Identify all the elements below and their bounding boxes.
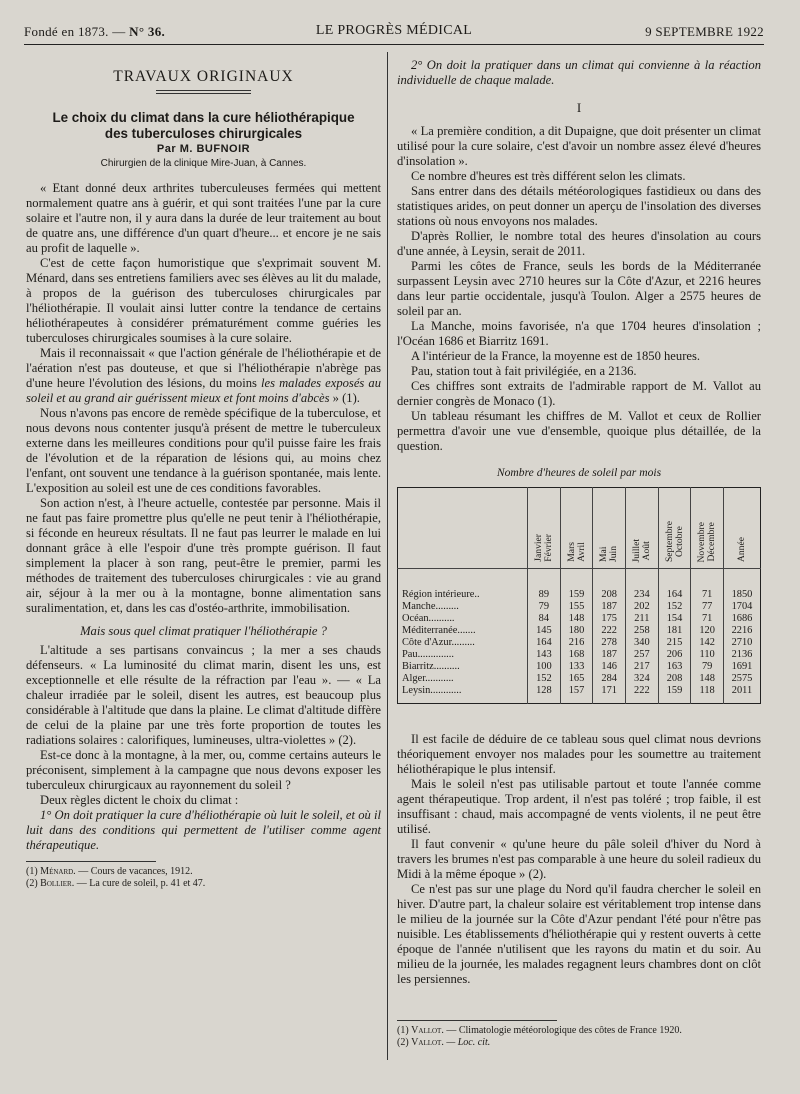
table-cell: 2011: [723, 685, 760, 704]
table-cell: 146: [593, 661, 626, 673]
table-header-cell: [398, 488, 528, 569]
table-cell: 84: [528, 613, 561, 625]
column-label: Juillet Août: [630, 538, 652, 562]
table-cell: 159: [560, 569, 593, 602]
table-cell: 181: [658, 625, 691, 637]
footnote-text: — La cure de soleil, p. 41 et 47.: [76, 878, 206, 889]
footnote-mark: (2): [26, 878, 38, 889]
table-cell: 155: [560, 601, 593, 613]
table-row: [398, 673, 761, 685]
right-column: [397, 58, 761, 987]
footnote-text: — Cours de vacances, 1912.: [78, 866, 193, 877]
table-row: [398, 613, 761, 625]
page-header: [24, 22, 764, 45]
column-label: Mai Juin: [598, 546, 620, 562]
table-cell: 110: [691, 649, 724, 661]
table-header-cell: [658, 488, 691, 569]
paragraph: C'est de cette façon humoristique que s'exprimait souvent M. Ménard, dans ses entretiens familiers avec ses élèves au lit du malade, à propos de la guérison des tuberculoses chirurgicales par l'héliothérapie. Il voulait ainsi lutter contre la tendance de certains héliothérapeutes à considérer prématurément comme guéries les tuberculoses chirurgicales soumises à la cure solaire.: [26, 256, 381, 345]
article-author: Par M. BUFNOIR: [156, 143, 251, 155]
paragraph: « Etant donné deux arthrites tuberculeuses fermées qui mettent normalement quatre ans à guérir, et qui sont traitées l'une par la cure solaire et l'autre non, il y aura dans la durée de leur traitement au bout de quatre ans, une différence d'un quart d'heure... et encore je ne sais au profit de laquelle ».: [26, 181, 381, 255]
table-cell: 154: [658, 613, 691, 625]
column-label: Année: [735, 536, 747, 562]
table-cell: 234: [626, 569, 659, 602]
table-cell: 165: [560, 673, 593, 685]
paragraph: La Manche, moins favorisée, n'a que 1704 heures d'insolation ; l'Océan 1686 et Biarritz 1691.: [397, 319, 761, 348]
table-body: [398, 569, 761, 704]
footnote-author: Ménard.: [40, 866, 76, 877]
issue-number: N° 36.: [129, 24, 166, 39]
footnote-mark: (1): [397, 1025, 409, 1036]
table-cell: 284: [593, 673, 626, 685]
paragraph: Son action n'est, à l'heure actuelle, contestée par personne. Mais il ne faut pas faire promettre plus qu'elle ne peut tenir à l'héliothérapie, si féconde en heureux résultats. Il ne faut pas leurrer le malade en lui donnant grâce à elle l'espoir d'une très prompte guérison. Il faut simplement la placer à son rang, peut-être le premier, parmi les méthodes de traitement des tuberculoses chirurgicales : vie au grand air, séjour à la mer ou à la montagne, bonne alimentation sans suralimentation, et, dans les cas d'ostéo-arthrite, immobilisation.: [26, 496, 381, 615]
footnote-mark: (1): [26, 866, 38, 877]
table-cell: 164: [658, 569, 691, 602]
table-cell: 187: [593, 601, 626, 613]
right-footnotes: [397, 1012, 761, 1049]
table-cell: 1686: [723, 613, 760, 625]
row-label: Leysin............: [402, 685, 462, 696]
subheading: Mais sous quel climat pratiquer l'héliothérapie ?: [80, 624, 327, 638]
table-cell: 216: [560, 637, 593, 649]
left-column: [26, 58, 381, 890]
row-label: Région intérieure..: [402, 589, 480, 600]
table-row: [398, 625, 761, 637]
table-cell: 258: [626, 625, 659, 637]
table-cell: 128: [528, 685, 561, 704]
row-label: Océan..........: [402, 613, 455, 624]
paragraph: Sans entrer dans des détails météorologiques fastidieux ou dans des statistiques arides, on peut donner un aperçu de l'insolation des diverses stations où nous envoyons nos malades.: [397, 184, 761, 228]
italic-run: les malades exposés au soleil et au grand air guérissent mieux et font moins d'abcès: [26, 376, 381, 405]
table-cell: 120: [691, 625, 724, 637]
footnote: [397, 1037, 761, 1049]
column-label: Septembre Octobre: [663, 520, 685, 562]
table-header-row: [398, 488, 761, 569]
table-cell: 206: [658, 649, 691, 661]
table-cell: 187: [593, 649, 626, 661]
table-cell: 159: [658, 685, 691, 704]
founded-year: 1873. —: [77, 24, 126, 39]
column-label: Novembre Décembre: [696, 521, 718, 562]
table-cell: 175: [593, 613, 626, 625]
row-label: Manche.........: [402, 601, 459, 612]
table-cell: 168: [560, 649, 593, 661]
table-cell: 340: [626, 637, 659, 649]
text-run: » (1).: [329, 391, 360, 405]
row-label: Méditerranée.......: [402, 625, 476, 636]
footnote-text: — Climatologie météorologique des côtes de France 1920.: [446, 1025, 682, 1036]
section-number: I: [576, 100, 582, 115]
table-cell: 148: [560, 613, 593, 625]
paragraph: Ce n'est pas sur une plage du Nord qu'il faudra chercher le soleil en hiver. D'autre part, la chaleur solaire est véritablement trop intense dans le milieu de la journée sur la Côte d'Azur pendant l'été pour n'être pas nuisible. Les établissements d'héliothérapie qui y restent ouverts à cette époque de l'année n'utilisent que les rayons du matin et du soir. Au milieu de la journée, les malades regagnent leurs chambres dont on clôt les persiennes.: [397, 882, 761, 986]
paragraph: Il est facile de déduire de ce tableau sous quel climat nous devrions théoriquement envoyer nos malades pour les soumettre au traitement héliothérapique le plus intensif.: [397, 732, 761, 776]
paragraph: Pau, station tout à fait privilégiée, en a 2136.: [411, 364, 637, 378]
paragraph: [26, 346, 381, 406]
article-title-line-2: des tuberculoses chirurgicales: [104, 126, 303, 141]
table-cell: 164: [528, 637, 561, 649]
paragraph: L'altitude a ses partisans convaincus ; la mer a ses chauds défenseurs. « La luminosité du climat marin, disent les uns, est exceptionnelle et elle résulte de la réfraction par l'eau ». — « La chaleur irradiée par le soleil, disent les autres, est beaucoup plus considérable à l'altitude que dans la plaine. Le climat d'altitude diffère de celui de la plaine par une très forte proportion de toutes les radiations solaires : calorifiques, lumineuses, ultra-violettes » (2).: [26, 643, 381, 747]
footnote-mark: (2): [397, 1037, 409, 1048]
table-cell: 148: [691, 673, 724, 685]
paragraph: Nous n'avons pas encore de remède spécifique de la tuberculose, et nous devons nous contenter jusqu'à présent de mettre le tuberculeux externe dans les meilleures conditions pour qu'il puisse faire les frais de l'évolution et de la réparation de lésions qui, au moins chez l'enfant, ont souvent une tendance à la guérison spontanée, mais lente. L'exposition au soleil est une de ces conditions favorables.: [26, 406, 381, 495]
table-cell: 142: [691, 637, 724, 649]
footnote: [397, 1025, 761, 1037]
text-run: Mais il reconnaissait « que l'action générale de l'héliothérapie et de l'aération n'est pas douteuse, et que si l'héliothérapie n'abrège pas d'une heure l'évolution des lésions, du moins: [26, 346, 381, 390]
table-row: [398, 569, 761, 602]
footnote-rule: [397, 1020, 557, 1021]
column-divider: [387, 52, 388, 1060]
footnote-author: Vallot.: [411, 1037, 444, 1048]
table-cell: 163: [658, 661, 691, 673]
table-header-cell: [691, 488, 724, 569]
paragraph: Mais le soleil n'est pas utilisable partout et toute l'année comme agent thérapeutique. Trop ardent, il n'est pas toléré ; trop faible, il est insuffisant : chaud, mais accompagné de vents violents, il ne peut être utilisé.: [397, 777, 761, 836]
table-cell: 152: [528, 673, 561, 685]
table-row: [398, 637, 761, 649]
table-cell: 133: [560, 661, 593, 673]
section-title: TRAVAUX ORIGINAUX: [113, 68, 294, 85]
paragraph: Il faut convenir « qu'une heure du pâle soleil d'hiver du Nord à travers les brumes n'est pas comparable à une heure du soleil radieux du Midi à la même époque » (2).: [397, 837, 761, 881]
table-cell: 257: [626, 649, 659, 661]
author-affiliation: Chirurgien de la clinique Mire-Juan, à Cannes.: [100, 158, 307, 169]
issue-date: 9 SEPTEMBRE 1922: [645, 24, 764, 39]
journal-title: LE PROGRÈS MÉDICAL: [315, 23, 473, 38]
sunshine-table: [397, 487, 761, 704]
table-cell: 208: [658, 673, 691, 685]
article-title-line-1: Le choix du climat dans la cure héliothérapique: [52, 110, 355, 125]
column-label: Janvier Février: [532, 534, 554, 562]
table-cell: 2575: [723, 673, 760, 685]
table-cell: 278: [593, 637, 626, 649]
table-header-cell: [593, 488, 626, 569]
paragraph: Ces chiffres sont extraits de l'admirable rapport de M. Vallot au dernier congrès de Monaco (1).: [397, 379, 761, 408]
footnote-author: Bollier.: [40, 878, 75, 889]
paragraph: Deux règles dictent le choix du climat :: [40, 793, 239, 807]
paragraph: A l'intérieur de la France, la moyenne est de 1850 heures.: [411, 349, 701, 363]
table-cell: 71: [691, 569, 724, 602]
table-cell: 143: [528, 649, 561, 661]
table-cell: 71: [691, 613, 724, 625]
table-cell: 157: [560, 685, 593, 704]
title-ornament: [156, 90, 251, 94]
footnote-text: — Loc. cit.: [446, 1037, 491, 1048]
table-cell: 1850: [723, 569, 760, 602]
footnote-rule: [26, 861, 156, 862]
paragraph: Est-ce donc à la montagne, à la mer, ou, comme certains auteurs le préconisent, simplement à la campagne que nous devons exposer les tuberculeux chirurgicaux au rayonnement du soleil ?: [26, 748, 381, 792]
table-cell: 2136: [723, 649, 760, 661]
table-cell: 77: [691, 601, 724, 613]
table-header-cell: [560, 488, 593, 569]
row-label: Alger...........: [402, 673, 454, 684]
paragraph: Ce nombre d'heures est très différent selon les climats.: [411, 169, 686, 183]
table-cell: 222: [593, 625, 626, 637]
founded-label: Fondé en: [24, 24, 75, 39]
table-cell: 324: [626, 673, 659, 685]
table-cell: 211: [626, 613, 659, 625]
footnote-author: Vallot.: [411, 1025, 444, 1036]
table-cell: 89: [528, 569, 561, 602]
row-label: Pau..............: [402, 649, 454, 660]
table-cell: 215: [658, 637, 691, 649]
paragraph: Parmi les côtes de France, seuls les bords de la Méditerranée surpassent Leysin avec 2710 heures sur la Côte d'Azur, et 2216 heures dans leur partie occidentale, jusqu'à Toulon. Alger a 2575 heures de soleil par an.: [397, 259, 761, 318]
row-label: Côte d'Azur.........: [402, 637, 475, 648]
table-row: [398, 649, 761, 661]
table-cell: 1704: [723, 601, 760, 613]
paragraph: D'après Rollier, le nombre total des heures d'insolation au cours d'une année, à Leysin, serait de 2011.: [397, 229, 761, 258]
table-cell: 202: [626, 601, 659, 613]
table-cell: 100: [528, 661, 561, 673]
footnote: [26, 878, 381, 890]
table-cell: 1691: [723, 661, 760, 673]
table-cell: 208: [593, 569, 626, 602]
column-label: Mars Avril: [565, 542, 587, 562]
paragraph: 1° On doit pratiquer la cure d'héliothérapie où luit le soleil, et où il luit dans des conditions qui permettent de l'utiliser comme agent thérapeutique.: [26, 808, 381, 852]
table-header-cell: [528, 488, 561, 569]
table-cell: 118: [691, 685, 724, 704]
table-cell: 79: [528, 601, 561, 613]
paragraph: 2° On doit la pratiquer dans un climat qui convienne à la réaction individuelle de chaque malade.: [397, 58, 761, 87]
paragraph: Un tableau résumant les chiffres de M. Vallot et ceux de Rollier permettra d'avoir une vue d'ensemble, quoique plus détaillée, de la question.: [397, 409, 761, 453]
table-cell: 79: [691, 661, 724, 673]
table-cell: 171: [593, 685, 626, 704]
table-cell: 152: [658, 601, 691, 613]
footnote: [26, 866, 381, 878]
table-cell: 180: [560, 625, 593, 637]
table-header-cell: [626, 488, 659, 569]
table-row: [398, 661, 761, 673]
table-cell: 217: [626, 661, 659, 673]
table-cell: 145: [528, 625, 561, 637]
table-row: [398, 601, 761, 613]
paragraph: « La première condition, a dit Dupaigne, que doit présenter un climat utilisé pour la cure solaire, c'est d'avoir un nombre assez élevé d'heures d'insolation ».: [397, 124, 761, 168]
table-cell: 2216: [723, 625, 760, 637]
table-title: Nombre d'heures de soleil par mois: [496, 466, 662, 479]
row-label: Biarritz..........: [402, 661, 460, 672]
table-header-cell: [723, 488, 760, 569]
table-cell: 2710: [723, 637, 760, 649]
table-cell: 222: [626, 685, 659, 704]
table-row: [398, 685, 761, 704]
